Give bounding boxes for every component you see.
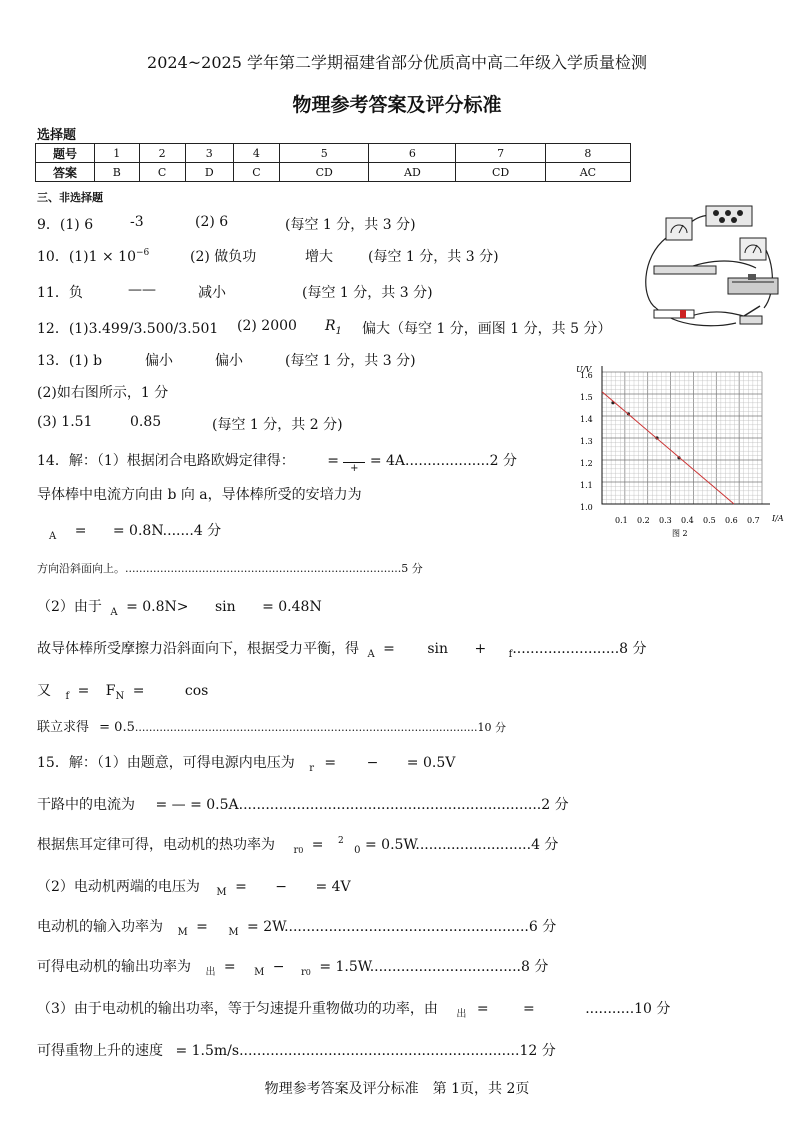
row-label-answer: 答案: [36, 163, 95, 182]
q15-line3: 根据焦耳定律可得，电动机的热功率为 $_{r0}$ = $^2$ $_0$ = 0.5W..........................4 分: [37, 836, 559, 856]
battery-box-icon: [706, 206, 752, 226]
q12-part4: 偏大（每空 1 分，画图 1 分，共 5 分）: [362, 321, 612, 337]
q14-line6: 故导体棒所受摩擦力沿斜面向下，根据受力平衡，得 $_A$ = sin + $_f$........................8 分: [37, 641, 647, 660]
number-cell: 2: [139, 144, 185, 163]
ammeter-icon: [740, 238, 766, 260]
q12-resistor: $R_1$: [325, 318, 342, 337]
graph-grid: [602, 372, 762, 504]
choice-section-label: 选择题: [37, 128, 77, 143]
q13-part2: (2)如右图所示，1 分: [37, 385, 169, 401]
number-cell: 4: [233, 144, 279, 163]
q15-line5: 电动机的输入功率为 $_M$ = $_M$ = 2W.......................................................6 分: [37, 919, 557, 938]
y-tick-label: 1.1: [580, 481, 593, 490]
q15-line4: （2）电动机两端的电压为 $_M$ = − = 4V: [37, 879, 351, 898]
wire-board-icon: [654, 266, 716, 274]
answer-cell: B: [95, 163, 140, 182]
q10-part2: (2) 做负功: [190, 249, 257, 265]
y-tick-label: 1.5: [580, 393, 593, 402]
ui-graph: [572, 360, 786, 545]
answer-cell: AC: [545, 163, 630, 182]
fit-line: [602, 392, 734, 504]
y-axis-label: U/V: [576, 365, 592, 374]
q11-part3: 减小: [198, 285, 226, 301]
answer-cell: AD: [369, 163, 456, 182]
q14-line2: 导体棒中电流方向由 b 向 a，导体棒所受的安培力为: [37, 487, 362, 503]
row-label-number: 题号: [36, 144, 95, 163]
number-cell: 3: [185, 144, 233, 163]
q9-score-note: (每空 1 分，共 3 分): [285, 217, 416, 233]
q13-part3: (3) 1.51: [37, 414, 93, 430]
answer-table: [35, 143, 631, 182]
x-tick-label: 0.7: [747, 516, 760, 525]
rheostat-icon: [728, 274, 778, 294]
nonchoice-section-label: 三、非选择题: [37, 191, 103, 204]
y-tick-label: 1.6: [580, 371, 593, 380]
graph-axes: [602, 366, 770, 504]
answer-cell: CD: [280, 163, 369, 182]
circuit-figure: [636, 198, 786, 338]
graph-caption: 图 2: [672, 529, 688, 538]
q9-part1: 9．(1) 6: [37, 217, 94, 233]
q9-part2: (2) 6: [195, 214, 229, 230]
q12-part2: (2) 2000: [237, 318, 297, 334]
y-tick-label: 1.2: [580, 459, 593, 468]
q14-line4: 方向沿斜面向上。...............................................................................5 分: [37, 562, 423, 575]
answer-cell: C: [233, 163, 279, 182]
q14-line8: 联立求得 = 0.5..................................................................................................10 分: [37, 720, 507, 735]
y-tick-label: 1.0: [580, 503, 593, 512]
x-tick-label: 0.5: [703, 516, 716, 525]
x-axis-label: I/A: [772, 514, 784, 523]
q10-exponent: −6: [136, 248, 150, 258]
q13-score-note: (每空 1 分，共 3 分): [285, 353, 416, 369]
x-tick-label: 0.1: [615, 516, 628, 525]
y-tick-label: 1.3: [580, 437, 593, 446]
q15-line8: 可得重物上升的速度 = 1.5m/s...............................................................12 分: [37, 1043, 556, 1059]
doc-title: 物理参考答案及评分标准: [292, 94, 502, 116]
exam-title: 2024~2025 学年第二学期福建省部分优质高中高二年级入学质量检测: [147, 53, 647, 72]
q9-part1b: -3: [130, 214, 144, 230]
q11-dash: ——: [128, 282, 156, 298]
q10-part3: 增大: [305, 249, 333, 265]
q13-part3-note: (每空 1 分，共 2 分): [212, 417, 343, 433]
voltmeter-icon: [666, 218, 692, 240]
number-cell: 7: [456, 144, 545, 163]
resistor-icon: [654, 310, 694, 318]
table-row-numbers: [36, 144, 631, 163]
q14-fraction-denominator: +: [343, 462, 365, 474]
q15-line6: 可得电动机的输出功率为 $_出$ = $_M$ − $_{r0}$ = 1.5W..................................8 分: [37, 959, 549, 978]
x-tick-label: 0.4: [681, 516, 694, 525]
number-cell: 1: [95, 144, 140, 163]
number-cell: 8: [545, 144, 630, 163]
q13-part3b: 0.85: [130, 414, 162, 430]
table-row-answers: [36, 163, 631, 182]
q14-line5: （2）由于 $_A$ = 0.8N> sin = 0.48N: [37, 599, 322, 618]
q11-score-note: (每空 1 分，共 3 分): [302, 285, 433, 301]
number-cell: 6: [369, 144, 456, 163]
number-cell: 5: [280, 144, 369, 163]
page-footer: 物理参考答案及评分标准 第 1页，共 2页: [264, 1081, 530, 1097]
q12-part1: 12．(1)3.499/3.500/3.501: [37, 321, 219, 337]
x-tick-label: 0.3: [659, 516, 672, 525]
answer-cell: D: [185, 163, 233, 182]
q10-part1: 10．$(1)1 \times 10^{-6}$: [37, 248, 150, 265]
y-tick-label: 1.4: [580, 415, 593, 424]
x-tick-label: 0.2: [637, 516, 650, 525]
x-tick-label: 0.6: [725, 516, 738, 525]
q13-part1: 13．(1) b: [37, 353, 103, 369]
q14-line7: 又 $_f = F_N = \cos$: [37, 683, 209, 702]
axis-lines: [602, 366, 770, 504]
answer-cell: C: [139, 163, 185, 182]
q13-part1b: 偏小: [145, 353, 173, 369]
q10-score-note: (每空 1 分，共 3 分): [368, 249, 499, 265]
switch-icon: [740, 306, 762, 324]
q14-line3: $_A$ = = 0.8N.......4 分: [49, 523, 222, 542]
q11-part1: 11．负: [37, 285, 83, 301]
answer-cell: CD: [456, 163, 545, 182]
q13-part1c: 偏小: [215, 353, 243, 369]
q15-line7: （3）由于电动机的输出功率，等于匀速提升重物做功的功率，由 $_出$ = = ...........10 分: [37, 1001, 671, 1020]
graph-points: [611, 401, 680, 459]
q15-line1: 15．解：（1）由题意，可得电源内电压为 $_r$ = − = 0.5V: [37, 755, 456, 774]
q14-line1: 14．解：（1）根据闭合电路欧姆定律得： = + = 4A...................2 分: [37, 453, 517, 474]
q15-line2: 干路中的电流为 = — = 0.5A....................................................................2 分: [37, 797, 569, 813]
